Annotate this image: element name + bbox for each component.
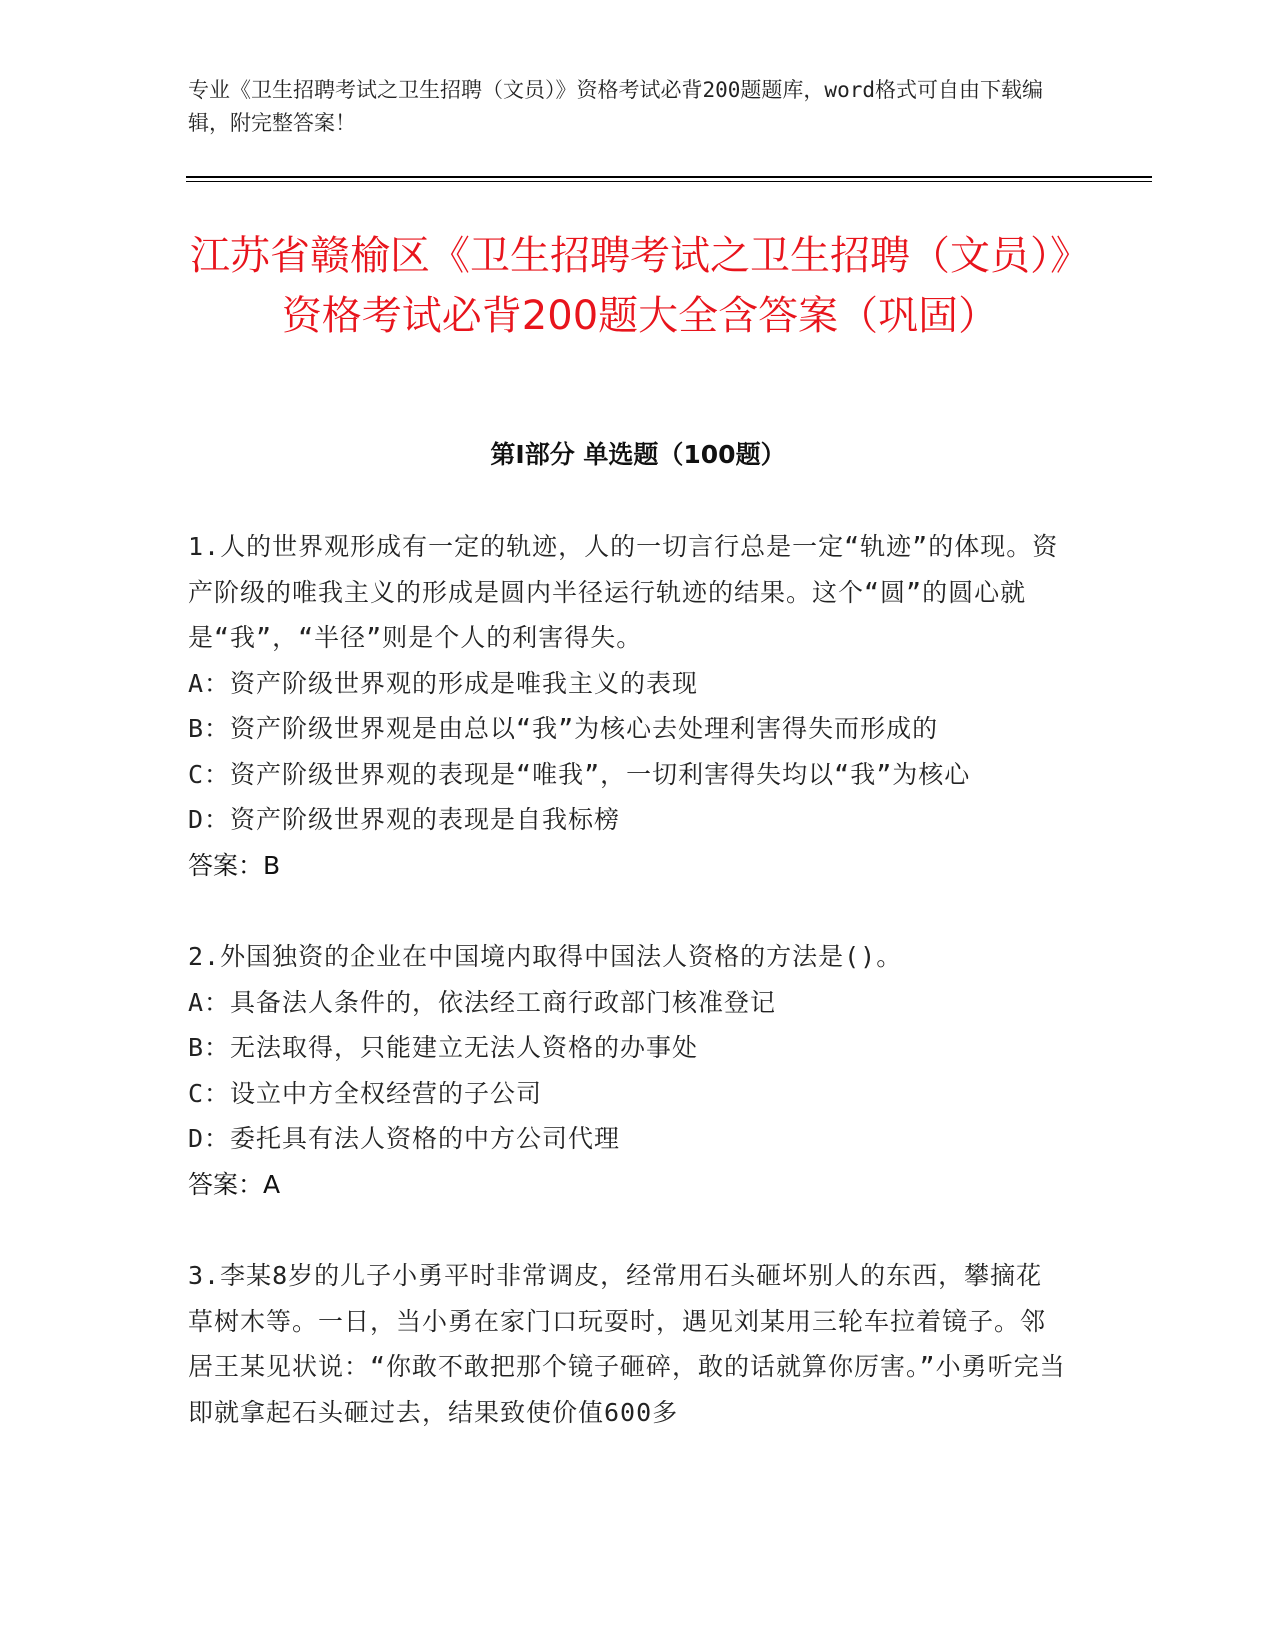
option-d: D：资产阶级世界观的表现是自我标榜 bbox=[188, 805, 621, 834]
option-a: A：具备法人条件的，依法经工商行政部门核准登记 bbox=[188, 987, 777, 1017]
option-b: B：无法取得，只能建立无法人资格的办事处 bbox=[188, 1033, 699, 1062]
option-c: C：资产阶级世界观的表现是“唯我”，一切利害得失均以“我”为核心 bbox=[188, 759, 971, 789]
document-title: 江苏省赣榆区《卫生招聘考试之卫生招聘（文员）》资格考试必背200题大全含答案（巩固） bbox=[190, 233, 1090, 339]
answer-line: 答案：A bbox=[188, 1169, 281, 1199]
question-stem: 1.人的世界观形成有一定的轨迹，人的一切言行总是一定“轨迹”的体现。资产阶级的唯我主义的形成是圆内半径运行轨迹的结果。这个“圆”的圆心就是“我”，“半径”则是个人的利害得失。 bbox=[188, 532, 1059, 652]
question-stem: 2.外国独资的企业在中国境内取得中国法人资格的方法是()。 bbox=[188, 942, 903, 971]
question-stem: 3.李某8岁的儿子小勇平时非常调皮，经常用石头砸坏别人的东西，攀摘花草树木等。一日，当小勇在家门口玩耍时，遇见刘某用三轮车拉着镜子。邻居王某见状说：“你敢不敢把那个镜子砸碎，敢的话就算你厉害。”小勇听完当即就拿起石头砸过去，结果致使价值600多 bbox=[188, 1261, 1066, 1427]
option-d: D：委托具有法人资格的中方公司代理 bbox=[188, 1124, 621, 1153]
question-list bbox=[188, 524, 1068, 1481]
option-b: B：资产阶级世界观是由总以“我”为核心去处理利害得失而形成的 bbox=[188, 714, 939, 743]
question-3 bbox=[188, 1253, 1068, 1435]
header-note: 专业《卫生招聘考试之卫生招聘（文员）》资格考试必背200题题库，word格式可自由下载编辑，附完整答案！ bbox=[188, 78, 1043, 135]
section-heading: 第I部分 单选题（100题） bbox=[490, 440, 786, 469]
question-1 bbox=[188, 524, 1068, 888]
header-divider-thick bbox=[186, 176, 1152, 178]
question-2 bbox=[188, 934, 1068, 1207]
answer-line: 答案：B bbox=[188, 850, 281, 880]
option-a: A：资产阶级世界观的形成是唯我主义的表现 bbox=[188, 668, 699, 698]
option-c: C：设立中方全权经营的子公司 bbox=[188, 1078, 543, 1108]
header-divider-thin bbox=[186, 181, 1152, 182]
